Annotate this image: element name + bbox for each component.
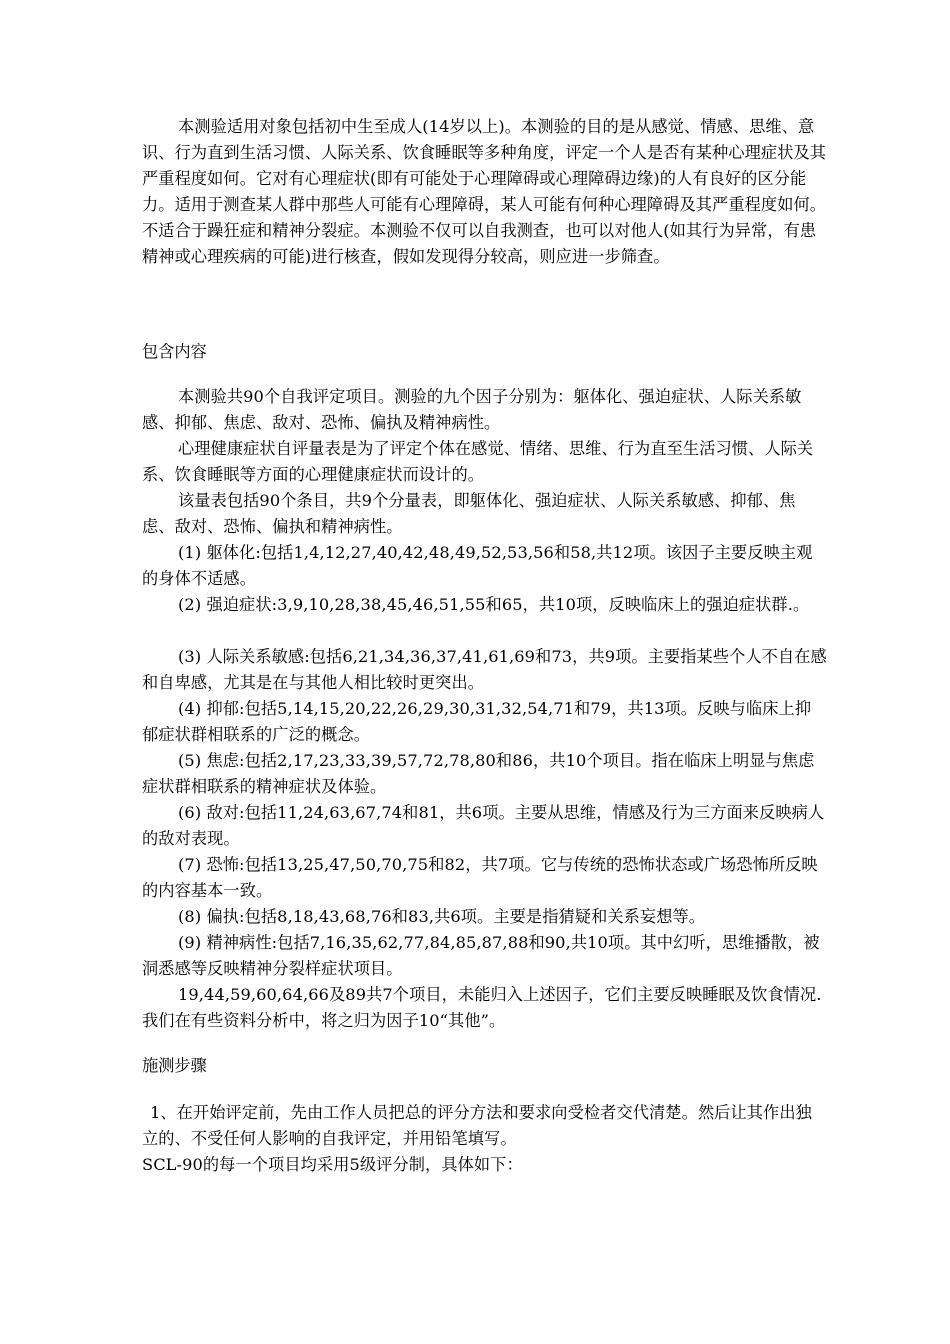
- scoring-scale-intro: SCL-90的每一个项目均采用5级评分制，具体如下：: [142, 1155, 523, 1174]
- factor-item-2: (2) 强迫症状:3,9,10,28,38,45,46,51,55和65，共10项，反映临床上的强迫症状群.。: [178, 595, 810, 614]
- factor-item-7: (7) 恐怖:包括13,25,47,50,70,75和82，共7项。它与传统的恐怖状态或广场恐怖所反映的内容基本一致。: [142, 855, 818, 900]
- section-heading-content: 包含内容: [142, 342, 207, 361]
- factor-item-6: (6) 敌对:包括11,24,63,67,74和81，共6项。主要从思维，情感及行为三方面来反映病人的敌对表现。: [142, 803, 825, 848]
- factor-item-9: (9) 精神病性:包括7,16,35,62,77,84,85,87,88和90,共10项。其中幻听，思维播散，被洞悉感等反映精神分裂样症状项目。: [142, 933, 820, 978]
- factor-item-1: (1) 躯体化:包括1,4,12,27,40,42,48,49,52,53,56和58,共12项。该因子主要反映主观的身体不适感。: [142, 543, 813, 588]
- section-heading-steps: 施测步骤: [142, 1056, 207, 1075]
- other-items-paragraph: 19,44,59,60,64,66及89共7个项目，未能归入上述因子，它们主要反映睡眠及饮食情况.我们在有些资料分析中，将之归为因子10“其他”。: [142, 985, 822, 1030]
- factor-item-3: (3) 人际关系敏感:包括6,21,34,36,37,41,61,69和73，共9项。主要指某些个人不自在感和自卑感，尤其是在与其他人相比较时更突出。: [142, 647, 827, 692]
- factor-item-8: (8) 偏执:包括8,18,43,68,76和83,共6项。主要是指猜疑和关系妄想等。: [178, 907, 706, 926]
- intro-paragraph: 本测验适用对象包括初中生至成人(14岁以上)。本测验的目的是从感觉、情感、思维、意识、行为直到生活习惯、人际关系、饮食睡眠等多种角度，评定一个人是否有某种心理症状及其严重程度如何。它对有心理症状(即有可能处于心理障碍或心理障碍边缘)的人有良好的区分能力。适用于测查某人群中那些人可能有心理障碍，某人可能有何种心理障碍及其严重程度如何。不适合于躁狂症和精神分裂症。本测验不仅可以自我测查，也可以对他人(如其行为异常，有患精神或心理疾病的可能)进行核查，假如发现得分较高，则应进一步筛查。: [142, 117, 827, 266]
- step-1-paragraph: 1、在开始评定前，先由工作人员把总的评分方法和要求向受检者交代清楚。然后让其作出独立的、不受任何人影响的自我评定，并用铅笔填写。: [142, 1103, 812, 1148]
- factor-item-4: (4) 抑郁:包括5,14,15,20,22,26,29,30,31,32,54,71和79，共13项。反映与临床上抑郁症状群相联系的广泛的概念。: [142, 699, 812, 744]
- content-paragraph-2: 心理健康症状自评量表是为了评定个体在感觉、情绪、思维、行为直至生活习惯、人际关系、饮食睡眠等方面的心理健康症状而设计的。: [142, 439, 814, 484]
- factor-item-5: (5) 焦虑:包括2,17,23,33,39,57,72,78,80和86，共10个项目。指在临床上明显与焦虑症状群相联系的精神症状及体验。: [142, 751, 815, 796]
- content-paragraph-3: 该量表包括90个条目，共9个分量表，即躯体化、强迫症状、人际关系敏感、抑郁、焦虑、敌对、恐怖、偏执和精神病性。: [142, 491, 796, 536]
- content-paragraph-1: 本测验共90个自我评定项目。测验的九个因子分别为：躯体化、强迫症状、人际关系敏感、抑郁、焦虑、敌对、恐怖、偏执及精神病性。: [142, 387, 802, 432]
